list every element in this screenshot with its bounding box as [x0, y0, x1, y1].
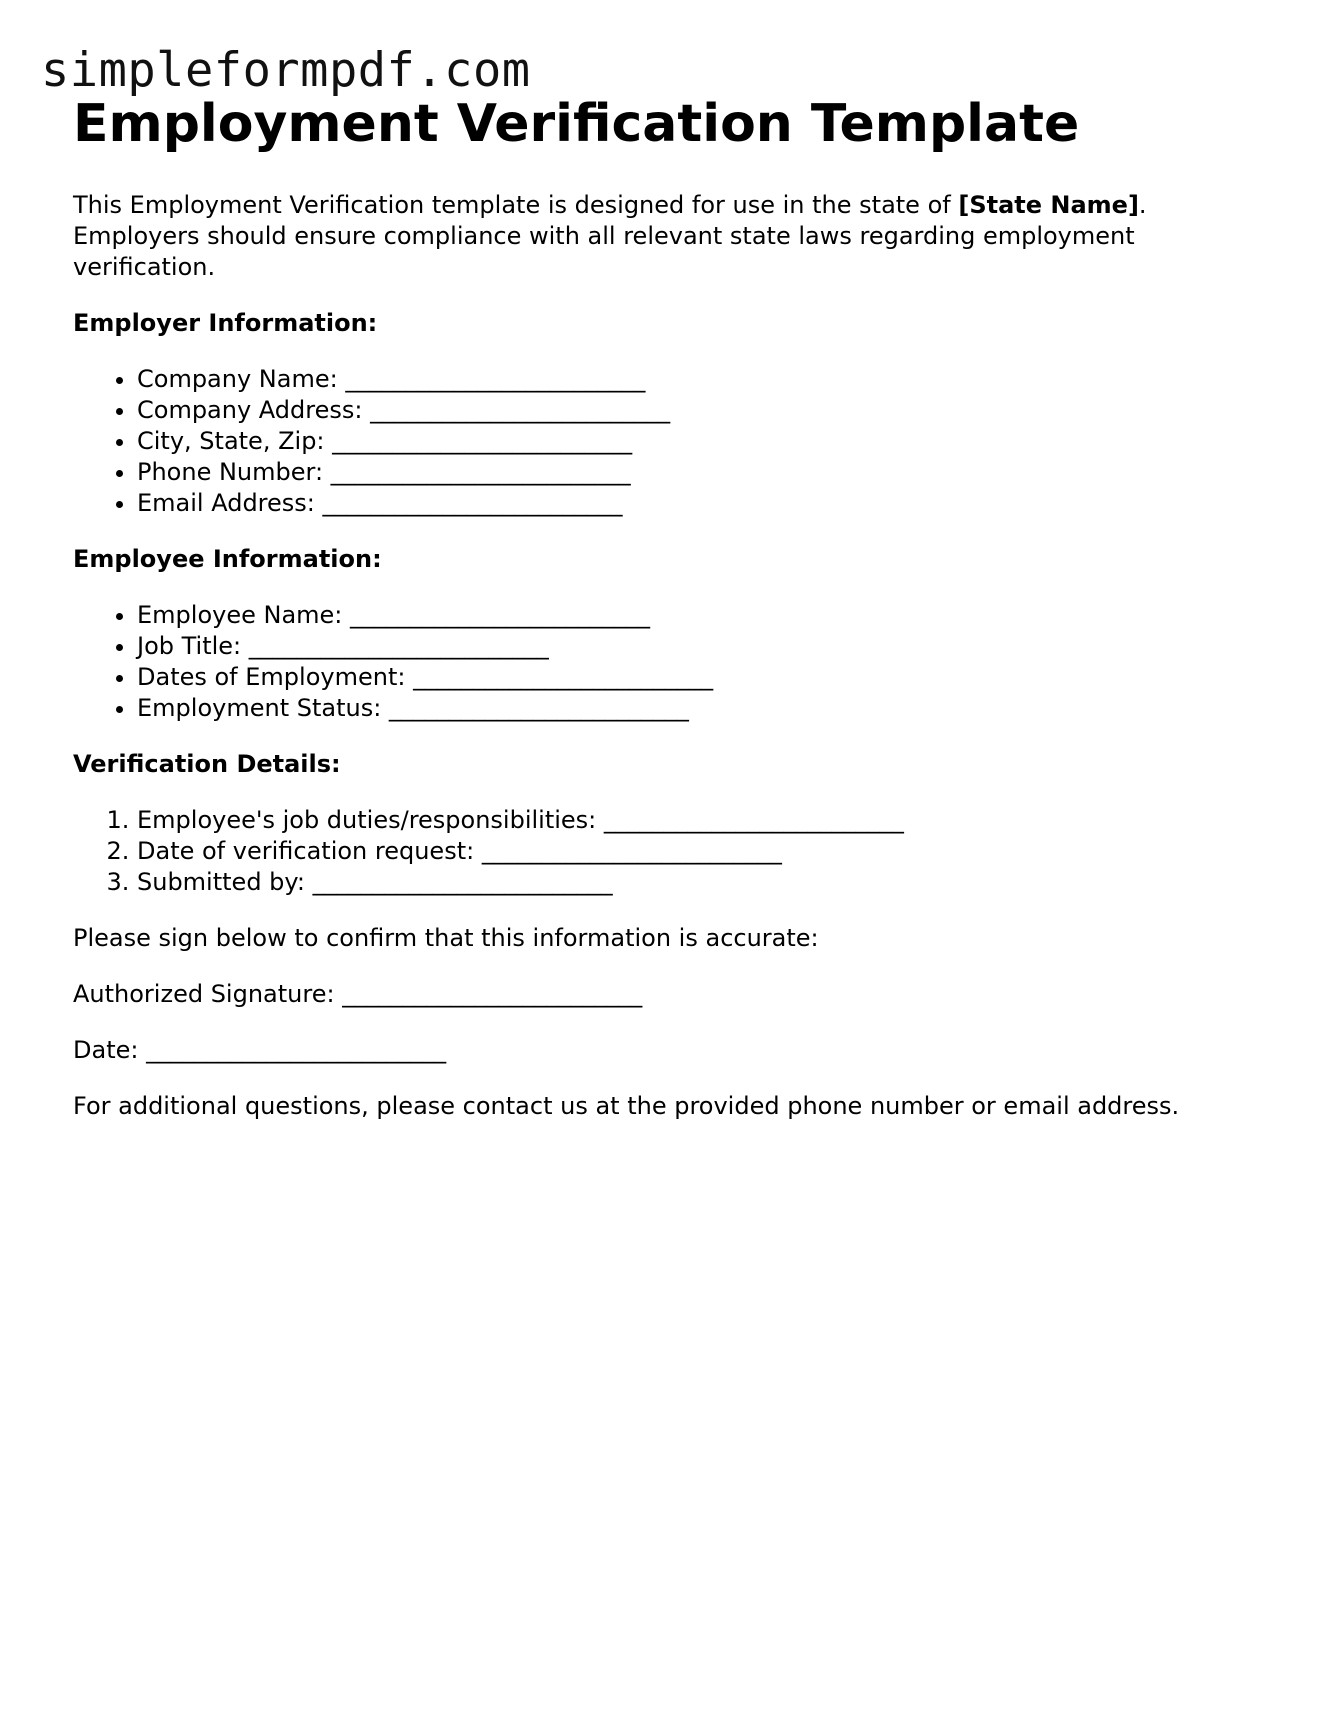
date-field: Date: _________________________ [73, 1036, 447, 1064]
employer-info-list [73, 364, 1253, 519]
intro-text-start: This Employment Verification template is designed for use in the state of [73, 191, 959, 219]
job-duties-field: 1. Employee's job duties/responsibilities: _________________________ [137, 805, 1253, 836]
company-address-field: • Company Address: _________________________ [137, 395, 1253, 426]
intro-text-end: . Employers should ensure compliance with all relevant state laws regarding employment verification. [73, 191, 1147, 281]
phone-number-field: • Phone Number: _________________________ [137, 457, 1253, 488]
job-title-field: • Job Title: _________________________ [137, 631, 1253, 662]
employee-info-list [73, 600, 1253, 724]
document-title: Employment Verification Template [73, 94, 1080, 154]
footer-note: For additional questions, please contact us at the provided phone number or email address. [73, 1092, 1180, 1120]
submitted-by-field: 3. Submitted by: _________________________ [137, 867, 1253, 898]
intro-paragraph [73, 190, 1253, 283]
verification-details-list [73, 805, 1253, 898]
city-state-zip-field: • City, State, Zip: _________________________ [137, 426, 1253, 457]
employer-info-heading: Employer Information: [73, 309, 378, 337]
site-watermark: simpleformpdf.com [41, 43, 531, 98]
dates-of-employment-field: • Dates of Employment: _________________________ [137, 662, 1253, 693]
state-name-placeholder: [State Name] [958, 191, 1139, 219]
employee-info-heading: Employee Information: [73, 545, 382, 573]
sign-prompt: Please sign below to confirm that this information is accurate: [73, 924, 819, 952]
authorized-signature-field: Authorized Signature: _________________________ [73, 980, 643, 1008]
verification-request-date-field: 2. Date of verification request: _________________________ [137, 836, 1253, 867]
employee-name-field: • Employee Name: _________________________ [137, 600, 1253, 631]
email-address-field: • Email Address: _________________________ [137, 488, 1253, 519]
document-page [73, 92, 1253, 1122]
company-name-field: • Company Name: _________________________ [137, 364, 1253, 395]
employment-status-field: • Employment Status: _________________________ [137, 693, 1253, 724]
verification-details-heading: Verification Details: [73, 750, 341, 778]
